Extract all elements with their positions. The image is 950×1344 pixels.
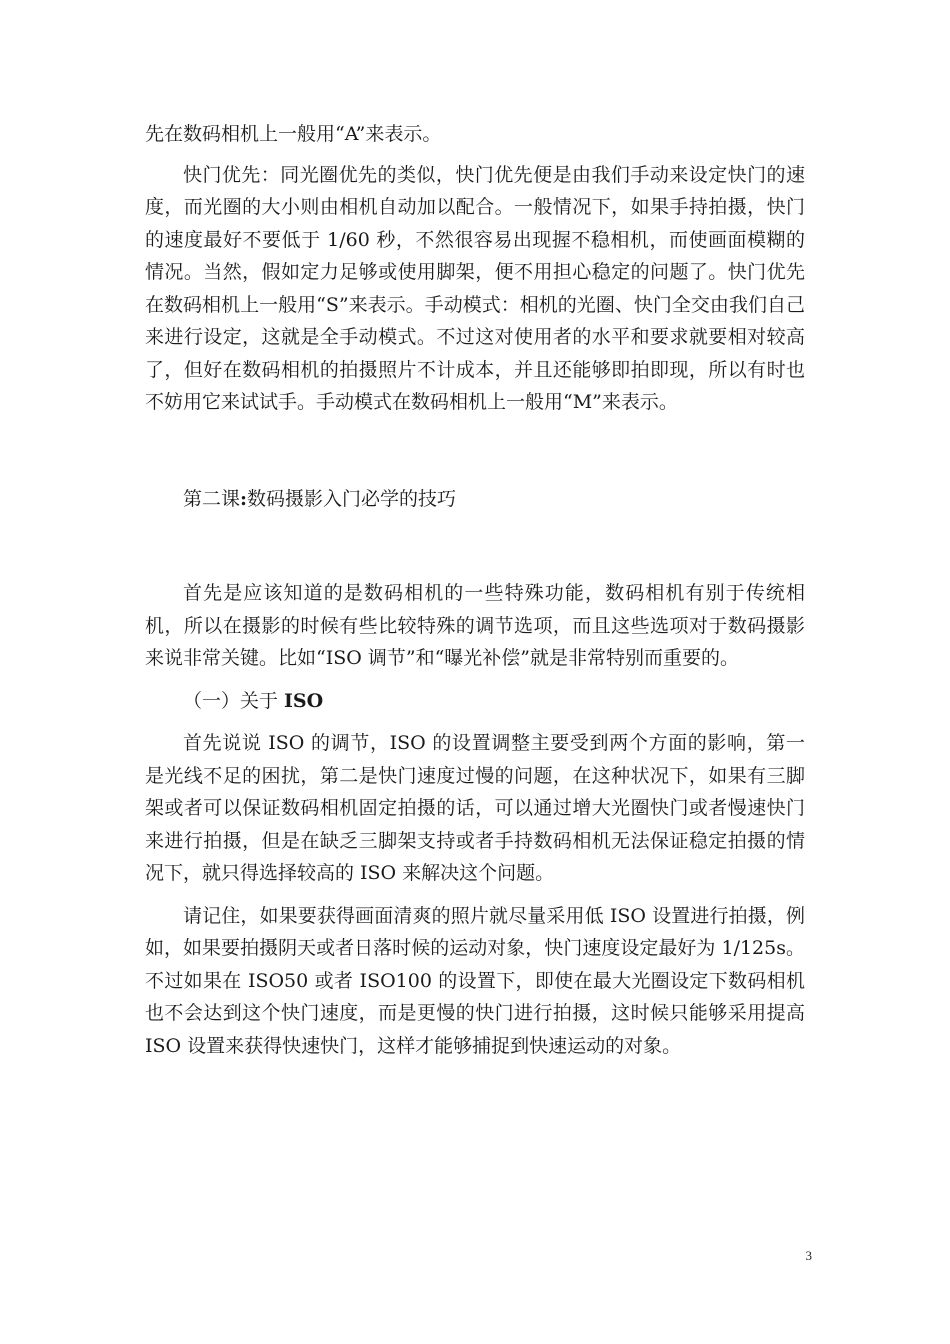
paragraph-iso-advice: 请记住，如果要获得画面清爽的照片就尽量采用低 ISO 设置进行拍摄，例如，如果要拍摄阴天或者日落时候的运动对象，快门速度设定最好为 1/125s。不过如果在 ISO50 或者 ISO100 的设置下，即使在最大光圈设定下数码相机也不会达到这个快门速度，而是更慢的快门进行拍摄，这时候只能够采用提高 ISO 设置来获得快速快门，这样才能够捕捉到快速运动的对象。 bbox=[145, 904, 805, 1057]
paragraph-shutter-priority: 快门优先：同光圈优先的类似，快门优先便是由我们手动来设定快门的速度，而光圈的大小则由相机自动加以配合。一般情况下，如果手持拍摄，快门的速度最好不要低于 1/60 秒，不然很容易出现握不稳相机，而使画面模糊的情况。当然，假如定力足够或使用脚架，便不用担心稳定的问题了。快门优先在数码相机上一般用“S”来表示。手动模式：相机的光圈、快门全交由我们自己来进行设定，这就是全手动模式。不过这对使用者的水平和要求就要相对较高了，但好在数码相机的拍摄照片不计成本，并且还能够即拍即现，所以有时也不妨用它来试试手。手动模式在数码相机上一般用“M”来表示。 bbox=[145, 163, 805, 413]
paragraph-intro: 首先是应该知道的是数码相机的一些特殊功能，数码相机有别于传统相机，所以在摄影的时候有些比较特殊的调节选项，而且这些选项对于数码摄影来说非常关键。比如“ISO 调节”和“曝光补偿”就是非常特别而重要的。 bbox=[145, 582, 805, 669]
section-heading-iso bbox=[145, 685, 805, 718]
page-body bbox=[145, 118, 805, 1062]
lesson-title-colon: : bbox=[240, 487, 248, 510]
section-heading-prefix: （一）关于 bbox=[183, 689, 285, 712]
lesson-title-prefix: 第二课 bbox=[183, 487, 241, 510]
lesson-title bbox=[145, 483, 805, 516]
section-heading-term: ISO bbox=[284, 689, 324, 712]
page-number: 3 bbox=[805, 1248, 812, 1263]
paragraph-continued: 先在数码相机上一般用“A”来表示。 bbox=[145, 123, 442, 145]
lesson-title-text: 数码摄影入门必学的技巧 bbox=[247, 487, 457, 510]
paragraph-iso-adjustment: 首先说说 ISO 的调节，ISO 的设置调整主要受到两个方面的影响，第一是光线不足的困扰，第二是快门速度过慢的问题，在这种状况下，如果有三脚架或者可以保证数码相机固定拍摄的话，可以通过增大光圈快门或者慢速快门来进行拍摄，但是在缺乏三脚架支持或者手持数码相机无法保证稳定拍摄的情况下，就只得选择较高的 ISO 来解决这个问题。 bbox=[145, 732, 805, 884]
